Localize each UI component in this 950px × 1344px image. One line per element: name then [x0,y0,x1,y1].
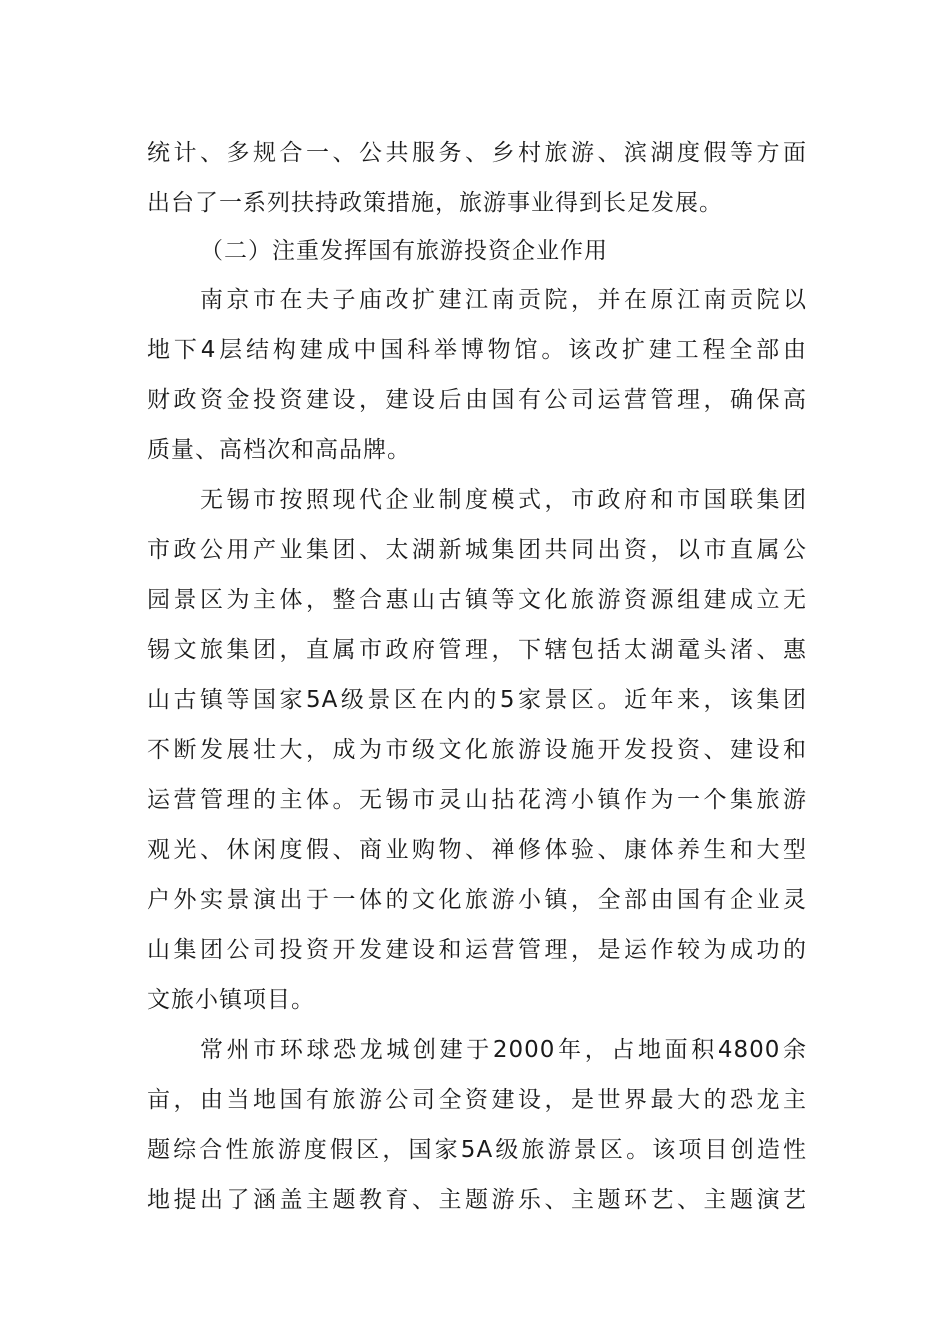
paragraph-first-line: 常州市环球恐龙城创建于2000年，占地面积4800余 [200,1037,807,1063]
text-line: 文旅小镇项目。 [147,987,315,1013]
text-line: 质量、高档次和高品牌。 [147,437,411,463]
text-line: 地提出了涵盖主题教育、主题游乐、主题环艺、主题演艺 [147,1187,807,1213]
text-line: 运营管理的主体。无锡市灵山拈花湾小镇作为一个集旅游 [147,787,807,813]
text-line: 题综合性旅游度假区，国家5A级旅游景区。该项目创造性 [147,1137,807,1163]
text-line: 出台了一系列扶持政策措施，旅游事业得到长足发展。 [147,190,723,216]
text-line: 观光、休闲度假、商业购物、禅修体验、康体养生和大型 [147,837,807,863]
section-heading: （二）注重发挥国有旅游投资企业作用 [200,238,608,264]
text-line: 亩，由当地国有旅游公司全资建设，是世界最大的恐龙主 [147,1087,807,1113]
text-line: 山古镇等国家5A级景区在内的5家景区。近年来，该集团 [147,687,807,713]
text-line: 不断发展壮大，成为市级文化旅游设施开发投资、建设和 [147,737,807,763]
text-line: 锡文旅集团，直属市政府管理，下辖包括太湖鼋头渚、惠 [147,637,807,663]
text-line: 户外实景演出于一体的文化旅游小镇，全部由国有企业灵 [147,887,807,913]
text-line: 财政资金投资建设，建设后由国有公司运营管理，确保高 [147,387,807,413]
text-line: 地下4层结构建成中国科举博物馆。该改扩建工程全部由 [147,337,807,363]
text-line: 园景区为主体，整合惠山古镇等文化旅游资源组建成立无 [147,587,807,613]
text-line: 统计、多规合一、公共服务、乡村旅游、滨湖度假等方面 [147,140,807,166]
text-line: 山集团公司投资开发建设和运营管理，是运作较为成功的 [147,937,807,963]
paragraph-first-line: 南京市在夫子庙改扩建江南贡院，并在原江南贡院以 [200,287,807,313]
paragraph-first-line: 无锡市按照现代企业制度模式，市政府和市国联集团 [200,487,807,513]
text-line: 市政公用产业集团、太湖新城集团共同出资，以市直属公 [147,537,807,563]
